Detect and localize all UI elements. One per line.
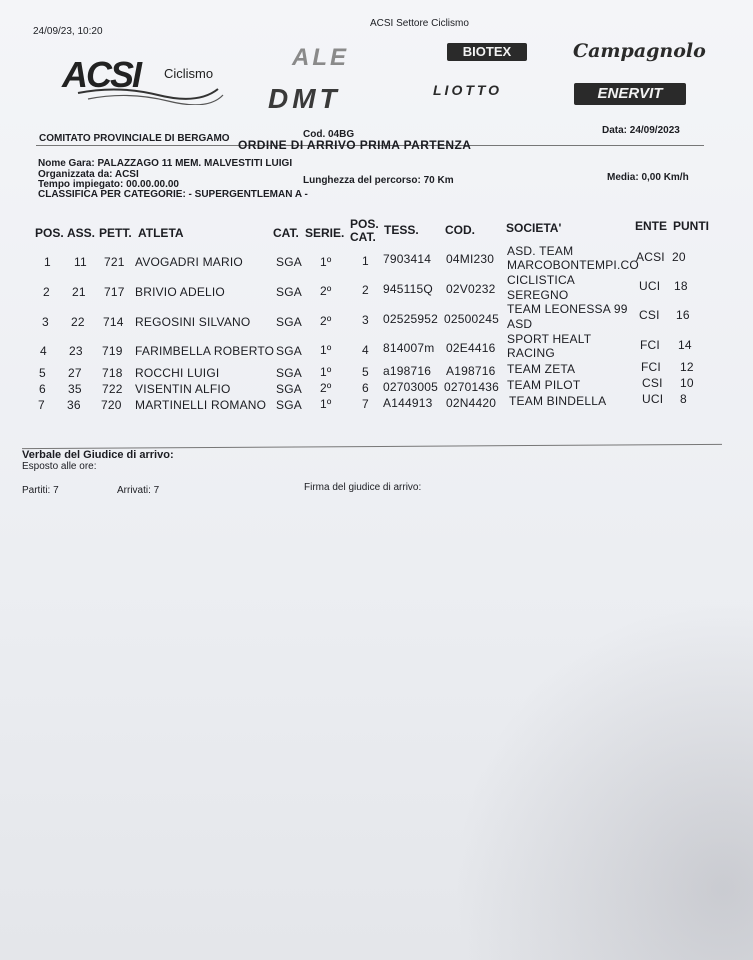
acsi-logo-subtitle: Ciclismo	[164, 66, 214, 81]
dmt-logo: DMT	[268, 83, 341, 114]
paper-shadow	[453, 600, 753, 960]
row-ente: CSI	[642, 376, 663, 390]
row-ass: 23	[69, 344, 83, 358]
row-societa-line2: MARCOBONTEMPI.CO	[507, 258, 639, 272]
row-poscat: 5	[362, 365, 369, 379]
row-ass: 21	[72, 285, 86, 299]
row-pett: 717	[104, 285, 125, 299]
committee-code: Cod. 04BG	[303, 129, 355, 140]
row-pett: 720	[101, 398, 122, 412]
row-cod: 02701436	[444, 380, 499, 394]
race-length: Lunghezza del percorso: 70 Km	[303, 175, 454, 186]
row-ente: FCI	[641, 360, 661, 374]
row-pett: 714	[103, 315, 124, 329]
campagnolo-logo: Campagnolo	[573, 40, 706, 62]
row-ass: 11	[74, 255, 87, 269]
row-ente: ACSI	[636, 250, 665, 264]
row-punti: 12	[680, 360, 694, 374]
row-poscat: 7	[362, 397, 369, 411]
row-ente: UCI	[642, 392, 664, 406]
row-pett: 721	[104, 255, 125, 269]
row-pos: 4	[40, 344, 47, 358]
biotex-logo: BIOTEX	[447, 43, 527, 61]
row-serie: 2º	[320, 314, 332, 328]
header-pett: PETT.	[99, 226, 132, 240]
row-cod: 02V0232	[446, 282, 496, 296]
row-cod: A198716	[446, 364, 496, 378]
row-tess: a198716	[383, 364, 432, 378]
document-date: Data: 24/09/2023	[602, 125, 680, 136]
partiti-count: Partiti: 7	[22, 485, 59, 496]
esposto-label: Esposto alle ore:	[22, 461, 97, 472]
row-ente: FCI	[640, 338, 660, 352]
row-punti: 16	[676, 308, 690, 322]
row-cod: 02500245	[444, 312, 499, 326]
header-pos: POS.	[35, 226, 64, 240]
committee-name: COMITATO PROVINCIALE DI BERGAMO	[39, 133, 230, 144]
header-ente: ENTE	[635, 219, 668, 233]
row-punti: 10	[680, 376, 694, 390]
row-societa-line1: TEAM LEONESSA 99	[507, 302, 628, 316]
row-societa-line1: TEAM BINDELLA	[509, 394, 607, 408]
row-poscat: 6	[362, 381, 369, 395]
row-serie: 2º	[320, 284, 332, 298]
row-atleta: BRIVIO ADELIO	[135, 285, 225, 299]
row-pett: 719	[102, 344, 123, 358]
row-societa-line1: ASD. TEAM	[507, 244, 574, 258]
row-ass: 35	[68, 382, 82, 396]
document-title: ORDINE DI ARRIVO PRIMA PARTENZA	[238, 138, 472, 152]
row-punti: 8	[680, 392, 687, 406]
row-societa-line1: SPORT HEALT	[507, 332, 592, 346]
row-pos: 5	[39, 366, 46, 380]
row-societa-line1: TEAM ZETA	[507, 362, 576, 376]
row-cat: SGA	[276, 366, 302, 380]
row-atleta: ROCCHI LUIGI	[135, 366, 220, 380]
row-pos: 3	[42, 315, 49, 329]
row-pos: 7	[38, 398, 45, 412]
row-cat: SGA	[276, 344, 302, 358]
verbale-label: Verbale del Giudice di arrivo:	[22, 449, 174, 461]
arrivati-count: Arrivati: 7	[117, 485, 160, 496]
row-societa-line2: RACING	[507, 346, 555, 360]
row-atleta: FARIMBELLA ROBERTO	[135, 344, 275, 358]
row-serie: 1º	[320, 343, 332, 357]
row-ass: 27	[68, 366, 82, 380]
firma-label: Firma del giudice di arrivo:	[304, 482, 422, 493]
row-cod: 02E4416	[446, 341, 496, 355]
header-cod: COD.	[445, 223, 475, 237]
row-ass: 36	[67, 398, 81, 412]
row-pos: 6	[39, 382, 46, 396]
row-poscat: 3	[362, 313, 369, 327]
row-serie: 1º	[320, 365, 332, 379]
row-tess: 945115Q	[383, 282, 433, 296]
print-timestamp: 24/09/23, 10:20	[33, 26, 103, 37]
row-serie: 2º	[320, 381, 332, 395]
row-poscat: 1	[362, 254, 369, 268]
row-punti: 14	[678, 338, 692, 352]
print-source: ACSI Settore Ciclismo	[370, 18, 469, 29]
row-ente: CSI	[639, 308, 660, 322]
row-cod: 02N4420	[446, 396, 497, 410]
row-poscat: 4	[362, 343, 369, 357]
row-ente: UCI	[639, 279, 661, 293]
header-atleta: ATLETA	[138, 226, 184, 240]
row-cod: 04MI230	[446, 252, 495, 266]
row-punti: 18	[674, 279, 688, 293]
header-societa: SOCIETA'	[506, 221, 562, 235]
row-atleta: VISENTIN ALFIO	[135, 382, 231, 396]
row-atleta: REGOSINI SILVANO	[135, 315, 251, 329]
row-cat: SGA	[276, 315, 302, 329]
row-cat: SGA	[276, 382, 302, 396]
row-tess: 814007m	[383, 341, 435, 355]
row-cat: SGA	[276, 255, 302, 269]
row-atleta: MARTINELLI ROMANO	[135, 398, 267, 412]
acsi-logo-text: ACSI	[62, 54, 141, 95]
header-serie: SERIE.	[305, 226, 345, 240]
row-tess: 7903414	[383, 252, 432, 266]
row-pett: 718	[102, 366, 123, 380]
header-ass: ASS.	[67, 226, 96, 240]
row-pos: 1	[44, 255, 51, 269]
row-tess: A144913	[383, 396, 433, 410]
row-serie: 1º	[320, 397, 332, 411]
header-tess: TESS.	[384, 223, 419, 237]
ale-logo: ALE	[292, 44, 349, 71]
row-ass: 22	[71, 315, 85, 329]
liotto-logo: LIOTTO	[433, 82, 503, 98]
header-punti: PUNTI	[673, 219, 709, 233]
race-classification: CLASSIFICA PER CATEGORIE: - SUPERGENTLEMAN A -	[38, 189, 308, 200]
row-pett: 722	[102, 382, 123, 396]
enervit-logo: ENERVIT	[574, 83, 686, 105]
row-tess: 02703005	[383, 380, 438, 394]
race-organizer: Organizzata da: ACSI	[38, 169, 139, 180]
header-poscat-bottom: CAT.	[350, 230, 376, 244]
row-tess: 02525952	[383, 312, 438, 326]
row-punti: 20	[672, 250, 686, 264]
row-societa-line1: TEAM PILOT	[507, 378, 581, 392]
row-pos: 2	[43, 285, 50, 299]
row-cat: SGA	[276, 398, 302, 412]
race-time: Tempo impiegato: 00.00.00.00	[38, 179, 179, 190]
row-societa-line2: SEREGNO	[507, 288, 569, 302]
row-serie: 1º	[320, 255, 332, 269]
row-atleta: AVOGADRI MARIO	[135, 255, 243, 269]
race-average: Media: 0,00 Km/h	[607, 172, 689, 183]
row-cat: SGA	[276, 285, 302, 299]
header-cat: CAT.	[273, 226, 299, 240]
row-societa-line2: ASD	[507, 317, 533, 331]
header-poscat-top: POS.	[350, 217, 379, 231]
row-poscat: 2	[362, 283, 369, 297]
race-name: Nome Gara: PALAZZAGO 11 MEM. MALVESTITI LUIGI	[38, 158, 293, 169]
row-societa-line1: CICLISTICA	[507, 273, 576, 287]
